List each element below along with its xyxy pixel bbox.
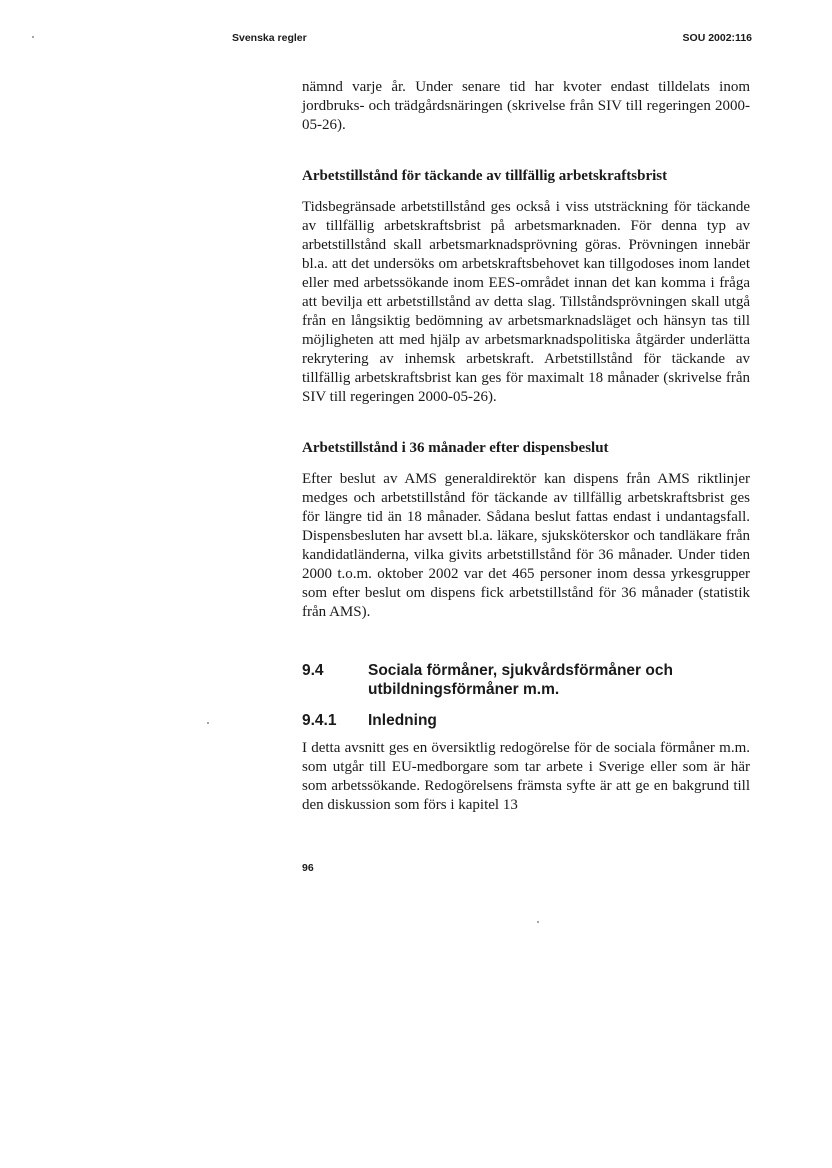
section-number: 9.4 <box>302 662 324 679</box>
header-report-id: SOU 2002:116 <box>682 32 752 44</box>
block1-heading: Arbetstillstånd för täckande av tillfällig arbetskraftsbrist <box>302 168 668 184</box>
subsection-number: 9.4.1 <box>302 712 337 729</box>
scan-speck <box>207 722 209 724</box>
block1-paragraph: Tidsbegränsade arbetstillstånd ges också i viss utsträckning för täckande av tillfällig arbetskraftsbrist på arbetsmarknaden. För denna typ av arbetstillstånd skall arbetsmarknadsprövning göras. Prövningen innebär bl.a. att det undersöks om arbetskraftsbehovet kan tillgodoses inom landet eller med arbetssökande inom EES-området innan det kan komma i fråga att bevilja ett arbetstillstånd av detta slag. Tillståndsprövningen skall utgå från en långsiktig bedömning av arbetsmarknadsläget och hänsyn tas till möjligheten att med hjälp av arbetsmarknadspolitiska åtgärder underlätta rekrytering av inhemsk arbetskraft. Arbetstillstånd för täckande av tillfällig arbetskraftsbrist kan ges för maximalt 18 månader (skrivelse från SIV till regeringen 2000-05-26). <box>302 199 750 405</box>
header-chapter-title: Svenska regler <box>232 32 307 44</box>
intro-paragraph: nämnd varje år. Under senare tid har kvoter endast tilldelats inom jordbruks- och trädgårdsnäringen (skrivelse från SIV till regeringen 2000-05-26). <box>302 79 750 133</box>
scan-speck <box>32 36 34 38</box>
running-header <box>232 32 752 48</box>
block2-paragraph: Efter beslut av AMS generaldirektör kan dispens från AMS riktlinjer medges och arbetstillstånd för täckande av tillfällig arbetskraftsbrist ges för längre tid än 18 månader. Sådana beslut fattas endast i undantagsfall. Dispensbesluten har avsett bl.a. läkare, sjuksköterskor och tandläkare från kandidatländerna, vilka givits arbetstillstånd för 36 månader. Under tiden 2000 t.o.m. oktober 2002 var det 465 personer inom dessa yrkesgrupper som efter beslut om dispens fick arbetstillstånd för 36 månader (statistik från AMS). <box>302 471 750 620</box>
inledning-paragraph: I detta avsnitt ges en översiktlig redogörelse för de sociala förmåner m.m. som utgår till EU-medborgare som tar arbete i Sverige eller som är här som arbetssökande. Redogörelsens främsta syfte är att ge en bakgrund till den diskussion som förs i kapitel 13 <box>302 740 750 813</box>
subsection-title: Inledning <box>368 712 437 729</box>
scan-speck <box>537 921 539 923</box>
body-column <box>302 78 750 622</box>
section-title: Sociala förmåner, sjukvårdsförmåner och utbildningsförmåner m.m. <box>368 662 673 698</box>
page-number: 96 <box>302 862 314 874</box>
block2-heading: Arbetstillstånd i 36 månader efter dispensbeslut <box>302 440 609 456</box>
